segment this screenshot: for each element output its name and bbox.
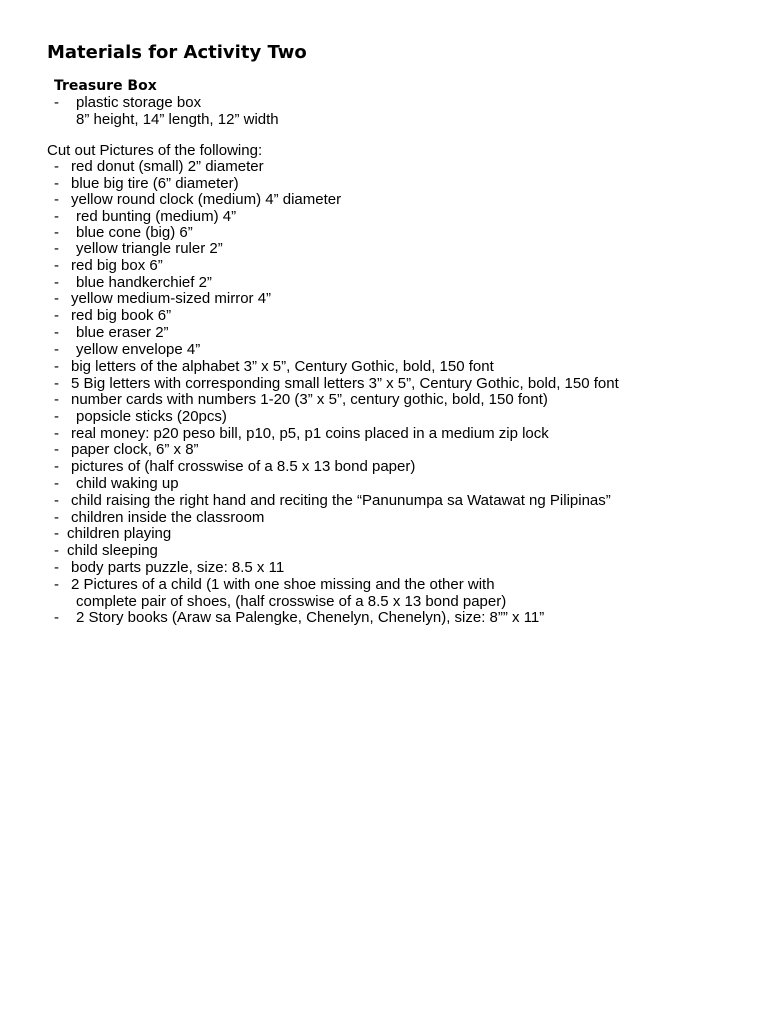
treasure-box-heading: Treasure Box [54, 78, 157, 94]
list-dash: - [54, 341, 59, 358]
treasure-box-item: plastic storage box [76, 94, 202, 111]
list-dash: - [54, 475, 59, 492]
list-dash: - [54, 525, 59, 542]
list-item-text: yellow envelope 4” [76, 341, 201, 358]
list-item-text: 2 Story books (Araw sa Palengke, Chenelyn, Chenelyn), size: 8”” x 11” [76, 609, 545, 626]
list-item-text: 2 Pictures of a child (1 with one shoe missing and the other with [71, 576, 495, 593]
list-item-text: children inside the classroom [71, 509, 265, 526]
list-dash: - [54, 224, 59, 241]
list-item-text: real money: p20 peso bill, p10, p5, p1 coins placed in a medium zip lock [71, 425, 549, 442]
list-item-text: yellow triangle ruler 2” [76, 240, 223, 257]
list-item-text: red donut (small) 2” diameter [71, 158, 264, 175]
list-item-text: red bunting (medium) 4” [76, 208, 237, 225]
list-item-text: complete pair of shoes, (half crosswise of a 8.5 x 13 bond paper) [76, 593, 507, 610]
list-item-text: yellow round clock (medium) 4” diameter [71, 191, 342, 208]
list-dash: - [54, 274, 59, 291]
list-dash: - [54, 492, 59, 509]
list-dash: - [54, 542, 59, 559]
cutout-intro: Cut out Pictures of the following: [47, 142, 263, 159]
list-dash: - [54, 290, 59, 307]
list-item-text: blue handkerchief 2” [76, 274, 212, 291]
list-item-text: red big book 6” [71, 307, 172, 324]
list-dash: - [54, 208, 59, 225]
list-item-text: blue big tire (6” diameter) [71, 175, 239, 192]
list-dash: - [54, 307, 59, 324]
list-dash: - [54, 609, 59, 626]
treasure-box-dimensions: 8” height, 14” length, 12” width [76, 111, 279, 128]
list-dash: - [54, 324, 59, 341]
list-dash: - [54, 391, 59, 408]
list-dash: - [54, 240, 59, 257]
list-dash: - [54, 94, 59, 111]
list-dash: - [54, 559, 59, 576]
list-item-text: children playing [67, 525, 172, 542]
list-dash: - [54, 458, 59, 475]
list-item-text: big letters of the alphabet 3” x 5”, Century Gothic, bold, 150 font [71, 358, 494, 375]
list-dash: - [54, 158, 59, 175]
list-item-text: body parts puzzle, size: 8.5 x 11 [71, 559, 285, 576]
list-dash: - [54, 358, 59, 375]
list-item-text: child raising the right hand and reciting the “Panunumpa sa Watawat ng Pilipinas” [71, 492, 611, 509]
list-dash: - [54, 257, 59, 274]
list-item-text: blue cone (big) 6” [76, 224, 193, 241]
list-item-text: blue eraser 2” [76, 324, 169, 341]
list-item-text: paper clock, 6” x 8” [71, 441, 199, 458]
list-dash: - [54, 375, 59, 392]
list-dash: - [54, 509, 59, 526]
list-item-text: number cards with numbers 1-20 (3” x 5”, century gothic, bold, 150 font) [71, 391, 548, 408]
list-dash: - [54, 425, 59, 442]
list-item-text: red big box 6” [71, 257, 163, 274]
list-dash: - [54, 175, 59, 192]
list-item-text: 5 Big letters with corresponding small letters 3” x 5”, Century Gothic, bold, 150 font [71, 375, 619, 392]
list-item-text: popsicle sticks (20pcs) [76, 408, 227, 425]
list-item-text: child waking up [76, 475, 179, 492]
list-dash: - [54, 441, 59, 458]
list-dash: - [54, 408, 59, 425]
document-title: Materials for Activity Two [47, 42, 307, 63]
list-item-text: yellow medium-sized mirror 4” [71, 290, 272, 307]
list-dash: - [54, 576, 59, 593]
list-item-text: child sleeping [67, 542, 158, 559]
list-dash: - [54, 191, 59, 208]
list-item-text: pictures of (half crosswise of a 8.5 x 13 bond paper) [71, 458, 416, 475]
